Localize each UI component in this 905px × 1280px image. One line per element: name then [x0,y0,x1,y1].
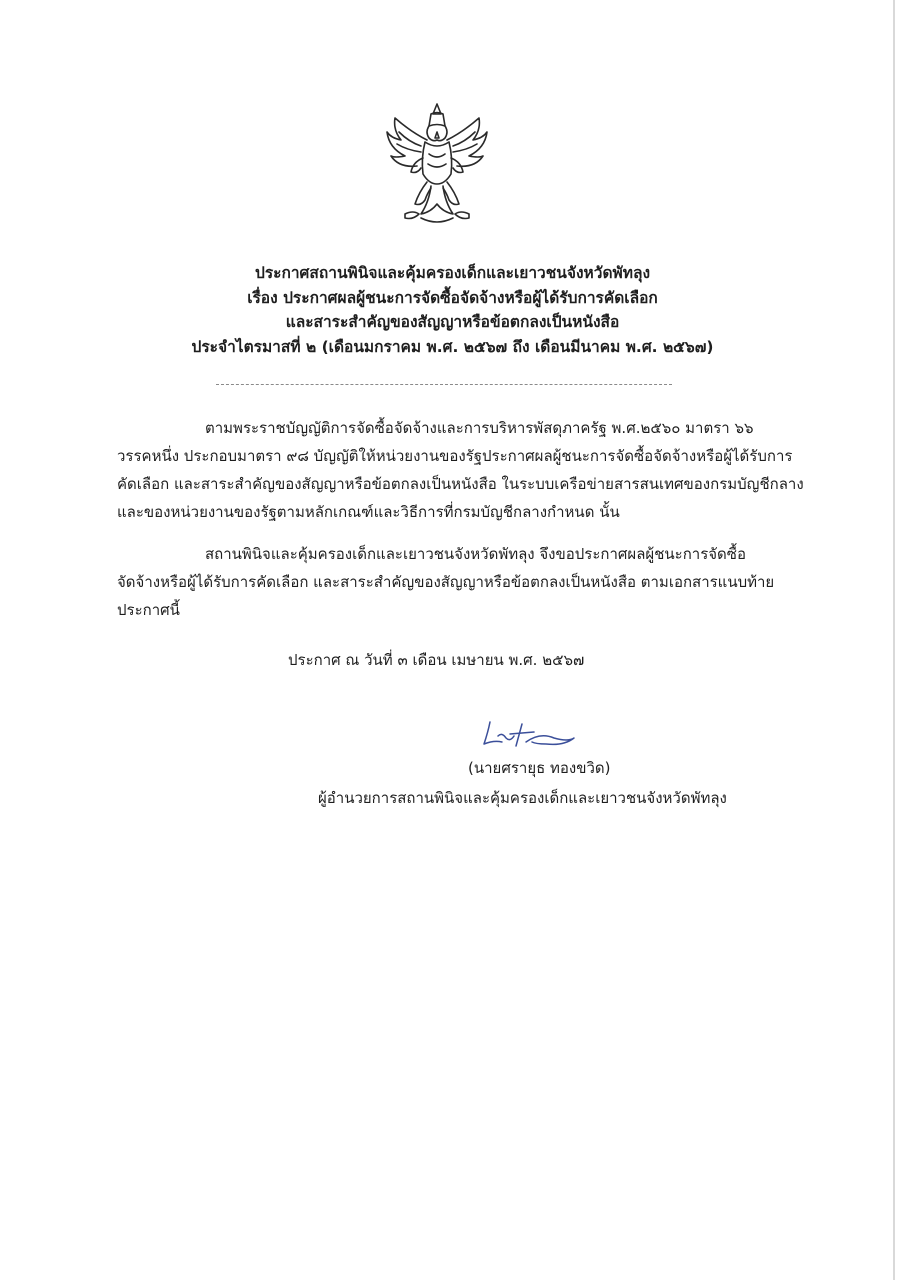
announcement-date: ประกาศ ณ วันที่ ๓ เดือน เมษายน พ.ศ. ๒๕๖๗ [288,651,585,669]
page-edge-line [893,0,895,1280]
paragraph-1-line-4: และของหน่วยงานของรัฐตามหลักเกณฑ์และวิธีการที่กรมบัญชีกลางกำหนด นั้น [117,503,620,521]
heading-divider [216,384,672,385]
signer-title: ผู้อำนวยการสถานพินิจและคุ้มครองเด็กและเยาวชนจังหวัดพัทลุง [318,789,727,807]
paragraph-2-line-1: สถานพินิจและคุ้มครองเด็กและเยาวชนจังหวัดพัทลุง จึงขอประกาศผลผู้ชนะการจัดซื้อ [205,545,746,563]
signer-name: (นายศรายุธ ทองขวิด) [468,759,611,777]
paragraph-1-line-3: คัดเลือก และสาระสำคัญของสัญญาหรือข้อตกลงเป็นหนังสือ ในระบบเครือข่ายสารสนเทศของกรมบัญชีกลาง [117,475,804,493]
paragraph-2-line-3: ประกาศนี้ [117,601,180,619]
garuda-emblem-icon [381,102,493,228]
heading-line-1: ประกาศสถานพินิจและคุ้มครองเด็กและเยาวชนจังหวัดพัทลุง [254,264,651,282]
heading-line-2: เรื่อง ประกาศผลผู้ชนะการจัดซื้อจัดจ้างหรือผู้ได้รับการคัดเลือก [247,288,658,307]
paragraph-1-line-2: วรรคหนึ่ง ประกอบมาตรา ๙๘ บัญญัติให้หน่วยงานของรัฐประกาศผลผู้ชนะการจัดซื้อจัดจ้างหรือผู้ได้รับการ [117,447,793,465]
paragraph-2-line-2: จัดจ้างหรือผู้ได้รับการคัดเลือก และสาระสำคัญของสัญญาหรือข้อตกลงเป็นหนังสือ ตามเอกสารแนบท้าย [117,573,775,591]
heading-line-3: และสาระสำคัญของสัญญาหรือข้อตกลงเป็นหนังสือ [285,313,620,331]
announcement-heading [120,261,785,359]
paragraph-1-line-1: ตามพระราชบัญญัติการจัดซื้อจัดจ้างและการบริหารพัสดุภาครัฐ พ.ศ.๒๕๖๐ มาตรา ๖๖ [205,419,754,437]
signature-image [476,718,586,754]
heading-line-4: ประจำไตรมาสที่ ๒ (เดือนมกราคม พ.ศ. ๒๕๖๗ ถึง เดือนมีนาคม พ.ศ. ๒๕๖๗) [191,337,714,356]
